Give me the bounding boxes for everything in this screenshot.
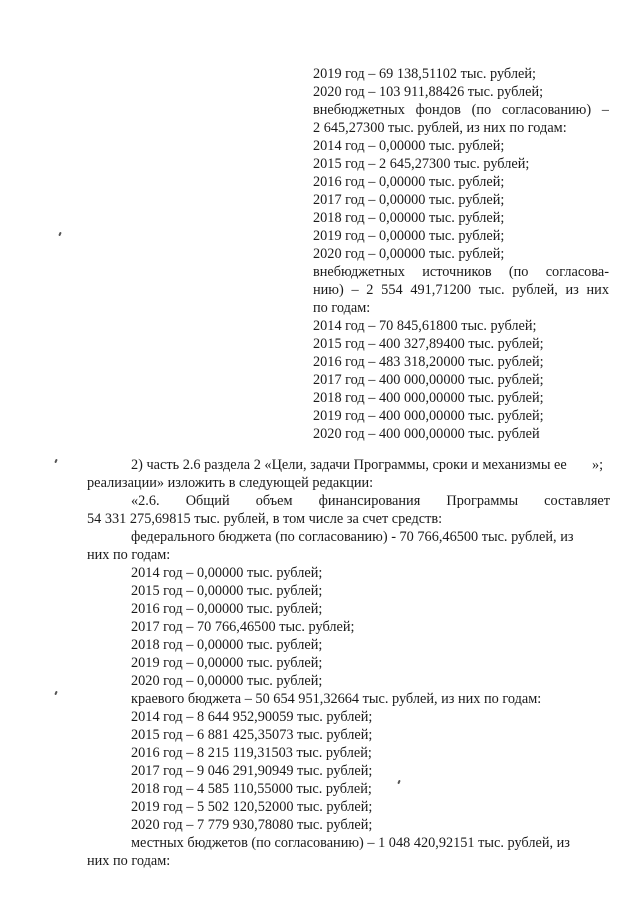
federal-budget-line: них по годам: — [87, 547, 171, 563]
item2-line: 2) часть 2.6 раздела 2 «Цели, задачи Программы, сроки и механизмы ее — [131, 457, 567, 473]
top-block-line: 2014 год – 0,00000 тыс. рублей; — [313, 138, 505, 154]
top-block-line: 2015 год – 400 327,89400 тыс. рублей; — [313, 336, 544, 352]
top-block-line: 2018 год – 400 000,00000 тыс. рублей; — [313, 390, 544, 406]
section-2-6-line: «2.6. Общий объем финансирования Программы составляет — [131, 493, 610, 509]
regional-year-line: 2019 год – 5 502 120,52000 тыс. рублей; — [131, 799, 373, 815]
regional-year-line: 2016 год – 8 215 119,31503 тыс. рублей; — [131, 745, 372, 761]
top-block-line: 2020 год – 400 000,00000 тыс. рублей — [313, 426, 540, 442]
top-block-line: 2017 год – 400 000,00000 тыс. рублей; — [313, 372, 544, 388]
regional-year-line: 2017 год – 9 046 291,90949 тыс. рублей; — [131, 763, 373, 779]
local-budget-line: них по годам: — [87, 853, 171, 869]
federal-year-line: 2017 год – 70 766,46500 тыс. рублей; — [131, 619, 355, 635]
local-budget-line: местных бюджетов (по согласованию) – 1 048 420,92151 тыс. рублей, из — [131, 835, 570, 851]
scan-speck — [54, 691, 58, 695]
top-block-line: 2019 год – 0,00000 тыс. рублей; — [313, 228, 505, 244]
federal-year-line: 2015 год – 0,00000 тыс. рублей; — [131, 583, 323, 599]
top-block-line: 2 645,27300 тыс. рублей, из них по годам: — [313, 120, 567, 136]
federal-year-line: 2018 год – 0,00000 тыс. рублей; — [131, 637, 323, 653]
scan-speck — [58, 232, 62, 236]
federal-year-line: 2014 год – 0,00000 тыс. рублей; — [131, 565, 323, 581]
regional-budget-line: краевого бюджета – 50 654 951,32664 тыс. рублей, из них по годам: — [131, 691, 542, 707]
top-block-line: по годам: — [313, 300, 371, 316]
top-block-line: внебюджетных источников (по согласова- — [313, 264, 609, 280]
scan-speck — [54, 459, 58, 463]
item2-line: реализации» изложить в следующей редакции: — [87, 475, 374, 491]
federal-year-line: 2019 год – 0,00000 тыс. рублей; — [131, 655, 323, 671]
top-block-line: внебюджетных фондов (по согласованию) – — [313, 102, 609, 118]
top-block-line: 2015 год – 2 645,27300 тыс. рублей; — [313, 156, 530, 172]
federal-year-line: 2016 год – 0,00000 тыс. рублей; — [131, 601, 323, 617]
top-block-line: 2016 год – 483 318,20000 тыс. рублей; — [313, 354, 544, 370]
regional-year-line: 2018 год – 4 585 110,55000 тыс. рублей; — [131, 781, 372, 797]
top-block-line: 2019 год – 69 138,51102 тыс. рублей; — [313, 66, 536, 82]
top-block-line: 2017 год – 0,00000 тыс. рублей; — [313, 192, 505, 208]
top-block-line: 2016 год – 0,00000 тыс. рублей; — [313, 174, 505, 190]
federal-budget-line: федерального бюджета (по согласованию) - 70 766,46500 тыс. рублей, из — [131, 529, 574, 545]
regional-year-line: 2020 год – 7 779 930,78080 тыс. рублей; — [131, 817, 373, 833]
top-block-line: 2020 год – 103 911,88426 тыс. рублей; — [313, 84, 544, 100]
section-2-6-line: 54 331 275,69815 тыс. рублей, в том числе за счет средств: — [87, 511, 443, 527]
scan-speck — [397, 780, 401, 784]
closing-quote: »; — [592, 457, 604, 473]
federal-year-line: 2020 год – 0,00000 тыс. рублей; — [131, 673, 323, 689]
top-block-line: нию) – 2 554 491,71200 тыс. рублей, из них — [313, 282, 609, 298]
top-block-line: 2018 год – 0,00000 тыс. рублей; — [313, 210, 505, 226]
top-block-line: 2014 год – 70 845,61800 тыс. рублей; — [313, 318, 537, 334]
regional-year-line: 2014 год – 8 644 952,90059 тыс. рублей; — [131, 709, 373, 725]
regional-year-line: 2015 год – 6 881 425,35073 тыс. рублей; — [131, 727, 373, 743]
top-block-line: 2019 год – 400 000,00000 тыс. рублей; — [313, 408, 544, 424]
top-block-line: 2020 год – 0,00000 тыс. рублей; — [313, 246, 505, 262]
